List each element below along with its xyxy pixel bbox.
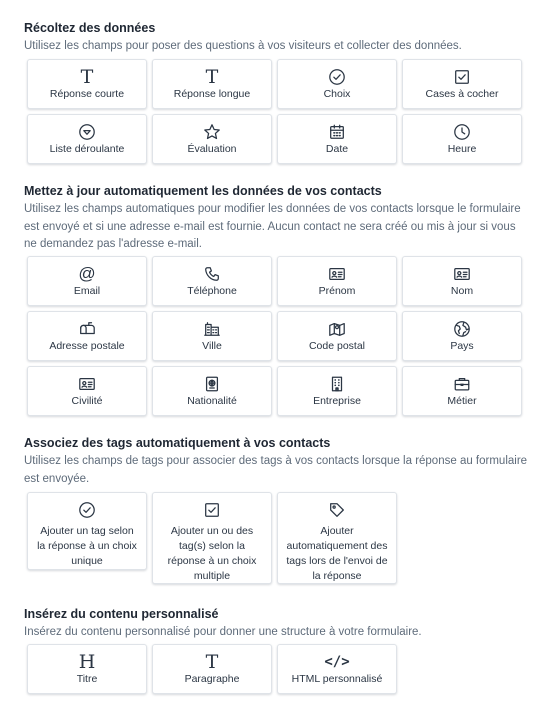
at-icon: @ [78, 264, 96, 283]
tile-label: Métier [447, 395, 477, 407]
content-tile-paragraph[interactable] [152, 644, 272, 694]
collect-section [24, 20, 528, 56]
field-tile-dropdown[interactable] [27, 114, 147, 164]
tile-label: Ville [202, 340, 222, 352]
dropdown-icon [78, 123, 96, 141]
section-description: Insérez du contenu personnalisé pour donner une structure à votre formulaire. [24, 626, 422, 638]
clock-icon [453, 123, 471, 141]
heading-h-icon: H [78, 651, 96, 673]
content-tile-custom-html[interactable] [277, 644, 397, 694]
tile-label: Adresse postale [49, 340, 125, 352]
field-tile-short-answer[interactable] [27, 59, 147, 109]
section-description-line: Utilisez les champs automatiques pour modifier les données de vos contacts lorsque le formulaire [24, 203, 521, 215]
globe-icon [453, 320, 471, 338]
tag-icon [328, 501, 346, 519]
checkbox-icon [203, 501, 221, 519]
section-description-line: est envoyé et si une adresse e-mail est fournie. Aucun contact ne sera créé ou mis à jour si vous [24, 220, 516, 233]
field-tile-postal-address[interactable] [27, 311, 147, 361]
tile-label: Code postal [308, 340, 366, 352]
field-tile-email[interactable] [27, 256, 147, 306]
content-tile-title[interactable] [27, 644, 147, 694]
field-tile-rating[interactable] [152, 114, 272, 164]
field-tile-country[interactable] [402, 311, 522, 361]
tile-label: Téléphone [187, 285, 237, 297]
tile-label: Nom [450, 285, 474, 297]
tile-label: Choix [323, 88, 351, 100]
field-tile-date[interactable] [277, 114, 397, 164]
building-icon [328, 375, 346, 393]
city-icon [203, 320, 221, 338]
mailbox-icon [78, 320, 96, 338]
text-t-icon: T [80, 66, 94, 88]
tile-label: Ajouter automatiquement des tags lors de l'envoi de la réponse [286, 525, 388, 582]
tile-label: Évaluation [187, 143, 237, 155]
calendar-icon [328, 123, 346, 141]
tile-label: Prénom [318, 285, 356, 297]
id-card-icon [328, 265, 346, 283]
tag-tile-single-choice[interactable] [27, 492, 147, 570]
field-tile-first-name[interactable] [277, 256, 397, 306]
tile-label: Liste déroulante [49, 143, 125, 155]
code-icon: </> [324, 654, 350, 670]
section-title: Associez des tags automatiquement à vos contacts [24, 436, 331, 450]
text-t-icon: T [205, 651, 219, 673]
field-tile-nationality[interactable] [152, 366, 272, 416]
field-tile-choice[interactable] [277, 59, 397, 109]
text-t-icon: T [205, 66, 219, 88]
tile-label: Ajouter un tag selon la réponse à un choix unique [37, 525, 137, 567]
section-title: Insérez du contenu personnalisé [24, 607, 219, 621]
field-tile-civility[interactable] [27, 366, 147, 416]
contacts-section [24, 183, 528, 254]
tile-label: Réponse longue [173, 88, 251, 100]
section-description-line: ne demandez pas l'adresse e-mail. [24, 238, 202, 250]
field-tile-time[interactable] [402, 114, 522, 164]
section-description-line: est envoyée. [24, 472, 90, 485]
tile-label: Civilité [71, 395, 103, 407]
tile-label: Paragraphe [184, 673, 240, 685]
tag-tile-on-submit[interactable] [277, 492, 397, 584]
phone-icon [203, 265, 221, 283]
section-description-line: Utilisez les champs de tags pour associer des tags à vos contacts lorsque la réponse au formulaire [24, 455, 528, 467]
check-circle-icon [78, 501, 96, 519]
tile-label: Cases à cocher [425, 88, 499, 100]
field-tile-last-name[interactable] [402, 256, 522, 306]
id-card-icon [78, 375, 96, 393]
tile-label: Réponse courte [49, 88, 125, 100]
tile-label: Nationalité [187, 395, 237, 407]
field-tile-city[interactable] [152, 311, 272, 361]
field-tile-phone[interactable] [152, 256, 272, 306]
section-description: Utilisez les champs pour poser des questions à vos visiteurs et collecter des données. [24, 40, 462, 52]
field-tile-checkboxes[interactable] [402, 59, 522, 109]
tile-label: HTML personnalisé [291, 673, 383, 685]
map-pin-icon [328, 320, 346, 338]
tile-label: Titre [76, 673, 98, 685]
briefcase-icon [453, 375, 471, 393]
field-tile-postal-code[interactable] [277, 311, 397, 361]
check-circle-icon [328, 68, 346, 86]
field-tile-long-answer[interactable] [152, 59, 272, 109]
tile-label: Entreprise [313, 395, 361, 407]
field-tile-company[interactable] [277, 366, 397, 416]
passport-icon [203, 375, 221, 393]
tile-label: Pays [450, 340, 474, 352]
star-icon [203, 123, 221, 141]
tile-label: Date [325, 143, 349, 155]
tag-tile-multiple-choice[interactable] [152, 492, 272, 584]
checkbox-icon [453, 68, 471, 86]
section-title: Mettez à jour automatiquement les données de vos contacts [24, 184, 382, 198]
tile-label: Heure [447, 143, 477, 155]
tags-section [24, 435, 528, 488]
field-tile-job[interactable] [402, 366, 522, 416]
id-card-icon [453, 265, 471, 283]
content-section [24, 606, 528, 642]
tile-label: Ajouter un ou des tag(s) selon la réponse à un choix multiple [167, 525, 257, 582]
tile-label: Email [73, 285, 101, 297]
section-title: Récoltez des données [24, 21, 156, 35]
